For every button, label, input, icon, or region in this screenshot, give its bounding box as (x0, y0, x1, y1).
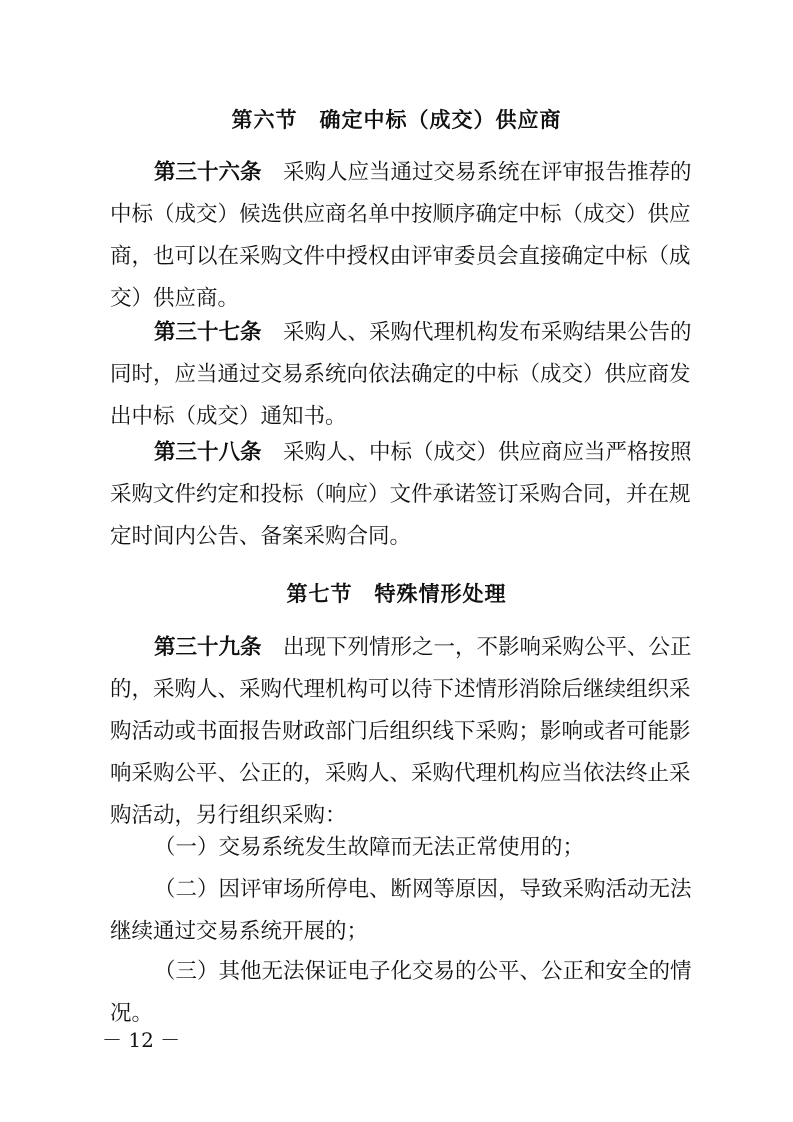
article-38-line-1: 第三十八条 采购人、中标（成交）供应商应当严格按照 (154, 440, 692, 465)
item-3-line-1: （三）其他无法保证电子化交易的公平、公正和安全的情 (154, 959, 692, 984)
item-2-line-2: 继续通过交易系统开展的； (110, 919, 369, 944)
item-1 (110, 827, 683, 869)
item-3 (110, 951, 692, 1035)
article-38-line-3: 定时间内公告、备案采购合同。 (110, 524, 412, 549)
article-36-line-3: 商，也可以在采购文件中授权由评审委员会直接确定中标（成 (110, 244, 691, 269)
article-39-line-5: 购活动，另行组织采购： (110, 803, 347, 828)
article-38-line-2: 采购文件约定和投标（响应）文件承诺签订采购合同，并在规 (110, 482, 691, 507)
item-3-line-2: 况。 (110, 1001, 154, 1026)
article-36 (110, 152, 692, 320)
article-37-line-3: 出中标（成交）通知书。 (110, 404, 347, 429)
article-36-line-1: 第三十六条 采购人应当通过交易系统在评审报告推荐的 (154, 160, 692, 185)
article-37-label: 第三十七条 (154, 320, 262, 345)
article-39-line-2: 的，采购人、采购代理机构可以待下述情形消除后继续组织采 (110, 677, 691, 702)
item-2 (110, 869, 692, 953)
article-36-line-2: 中标（成交）候选供应商名单中按顺序确定中标（成交）供应 (110, 202, 691, 227)
article-39 (110, 627, 692, 837)
article-39-line-1: 第三十九条 出现下列情形之一，不影响采购公平、公正 (154, 635, 692, 660)
article-39-label: 第三十九条 (154, 635, 262, 660)
page-number: － 12 － (102, 1028, 181, 1052)
article-38 (110, 432, 692, 558)
article-37-line-2: 同时，应当通过交易系统向依法确定的中标（成交）供应商发 (110, 362, 691, 387)
item-2-line-1: （二）因评审场所停电、断网等原因，导致采购活动无法 (154, 877, 692, 902)
article-36-label: 第三十六条 (154, 160, 262, 185)
article-37-line-1: 第三十七条 采购人、采购代理机构发布采购结果公告的 (154, 320, 692, 345)
article-38-label: 第三十八条 (154, 440, 262, 465)
article-39-line-3: 购活动或书面报告财政部门后组织线下采购；影响或者可能影 (110, 719, 691, 744)
article-39-line-4: 响采购公平、公正的，采购人、采购代理机构应当依法终止采 (110, 761, 691, 786)
section-heading-6: 第六节 确定中标（成交）供应商 (231, 108, 562, 132)
article-37 (110, 312, 692, 438)
section-heading-7: 第七节 特殊情形处理 (286, 582, 507, 606)
article-36-line-4: 交）供应商。 (110, 286, 240, 311)
item-1-line-1: （一）交易系统发生故障而无法正常使用的； (154, 835, 585, 860)
